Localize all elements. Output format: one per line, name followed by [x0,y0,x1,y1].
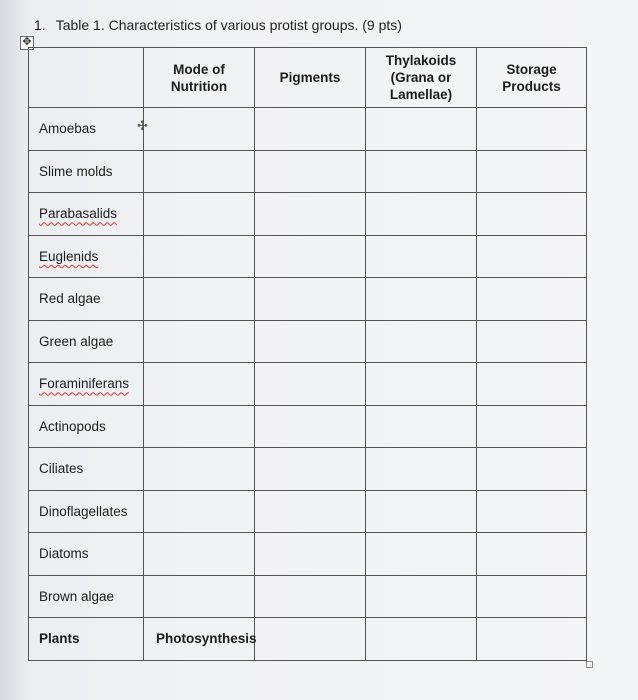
table-cell-thylakoids[interactable] [366,235,477,278]
table-row [29,278,587,321]
table-cell-pigments[interactable] [255,363,366,406]
row-label: Foraminiferans [39,376,130,392]
row-label-cell[interactable] [29,618,144,661]
table-cell-storage[interactable] [477,575,587,618]
row-label-cell[interactable] [29,533,144,576]
table-cell-thylakoids[interactable] [366,618,477,661]
table-row [29,193,587,236]
row-label: Green algae [39,333,114,349]
table-cell-thylakoids[interactable] [366,490,477,533]
table-row [29,108,587,151]
row-label-cell[interactable] [29,235,144,278]
move-cursor-icon: ✣ [137,118,148,133]
table-cell-thylakoids[interactable] [366,448,477,491]
table-cell-storage[interactable] [477,618,587,661]
table-cell-thylakoids[interactable] [366,320,477,363]
table-cell-nutrition[interactable] [144,320,255,363]
table-cell-pigments[interactable] [255,193,366,236]
row-label-cell[interactable] [29,363,144,406]
table-cell-pigments[interactable] [255,108,366,151]
row-label-cell[interactable] [29,448,144,491]
table-cell-nutrition[interactable] [144,405,255,448]
table-body [29,108,587,661]
row-label-cell[interactable] [29,193,144,236]
table-cell-thylakoids[interactable] [366,108,477,151]
row-label-cell[interactable] [29,575,144,618]
header-pigments[interactable]: Pigments [255,48,366,108]
row-label: Actinopods [39,418,106,434]
table-cell-nutrition[interactable] [144,235,255,278]
table-cell-storage[interactable] [477,490,587,533]
table-row [29,150,587,193]
question-number: 1. [34,17,46,33]
table-cell-storage[interactable] [477,448,587,491]
table-cell-thylakoids[interactable] [366,150,477,193]
table-cell-nutrition[interactable] [144,575,255,618]
table-cell-storage[interactable] [477,278,587,321]
table-row [29,320,587,363]
table-cell-pigments[interactable] [255,490,366,533]
table-row [29,405,587,448]
header-cell-blank[interactable] [29,48,144,108]
row-label-cell[interactable] [29,405,144,448]
table-row [29,490,587,533]
table-cell-nutrition[interactable] [144,533,255,576]
question-heading [34,17,402,33]
row-label-cell[interactable] [29,278,144,321]
header-mode-of-nutrition[interactable]: Mode of Nutrition [144,48,255,108]
table-cell-nutrition[interactable] [144,150,255,193]
row-label: Brown algae [39,588,115,604]
row-label-cell[interactable] [29,108,144,151]
table-cell-nutrition[interactable] [144,448,255,491]
row-label: Slime molds [39,163,113,179]
table-cell-pigments[interactable] [255,278,366,321]
row-label: Euglenids [39,248,99,264]
header-thylakoids[interactable]: Thylakoids (Grana or Lamellae) [366,48,477,108]
table-cell-nutrition[interactable] [144,278,255,321]
header-storage-products[interactable]: Storage Products [477,48,587,108]
protist-table [28,47,587,661]
question-text: Table 1. Characteristics of various protist groups. (9 pts) [55,17,402,33]
table-cell-thylakoids[interactable] [366,533,477,576]
table-row [29,533,587,576]
table-row [29,575,587,618]
table-cell-storage[interactable] [477,193,587,236]
table-cell-storage[interactable] [477,108,587,151]
table-cell-pigments[interactable] [255,575,366,618]
table-cell-thylakoids[interactable] [366,575,477,618]
table-cell-nutrition[interactable] [144,490,255,533]
table-cell-storage[interactable] [477,363,587,406]
table-cell-thylakoids[interactable] [366,405,477,448]
table-cell-storage[interactable] [477,150,587,193]
table-cell-pigments[interactable] [255,405,366,448]
table-cell-storage[interactable] [477,533,587,576]
table-move-handle-icon[interactable]: ✥ [20,36,34,50]
table-cell-thylakoids[interactable] [366,278,477,321]
table-row [29,618,587,661]
row-label: Dinoflagellates [39,503,128,519]
table-cell-storage[interactable] [477,405,587,448]
table-cell-pigments[interactable] [255,533,366,576]
table-cell-pigments[interactable] [255,448,366,491]
row-label-cell[interactable] [29,320,144,363]
table-cell-pigments[interactable] [255,618,366,661]
row-label-cell[interactable] [29,490,144,533]
row-label: Ciliates [39,461,84,477]
table-header-row [29,48,587,108]
table-cell-storage[interactable] [477,320,587,363]
table-row [29,363,587,406]
row-label: Amoebas [39,121,97,137]
table-cell-storage[interactable] [477,235,587,278]
table-resize-handle[interactable] [586,661,593,668]
table-cell-thylakoids[interactable] [366,193,477,236]
row-label: Red algae [39,291,101,307]
row-label: Plants [39,631,80,647]
row-label: Parabasalids [39,206,118,222]
table-cell-pigments[interactable] [255,235,366,278]
table-cell-nutrition[interactable] [144,193,255,236]
table-cell-pigments[interactable] [255,150,366,193]
table-row [29,235,587,278]
table-row [29,448,587,491]
table-cell-nutrition[interactable] [144,363,255,406]
row-label-cell[interactable] [29,150,144,193]
table-cell-pigments[interactable] [255,320,366,363]
table-cell-nutrition[interactable] [144,108,255,151]
row-label: Diatoms [39,546,89,562]
table-cell-nutrition[interactable]: Photosynthesis [144,618,255,661]
table-cell-thylakoids[interactable] [366,363,477,406]
